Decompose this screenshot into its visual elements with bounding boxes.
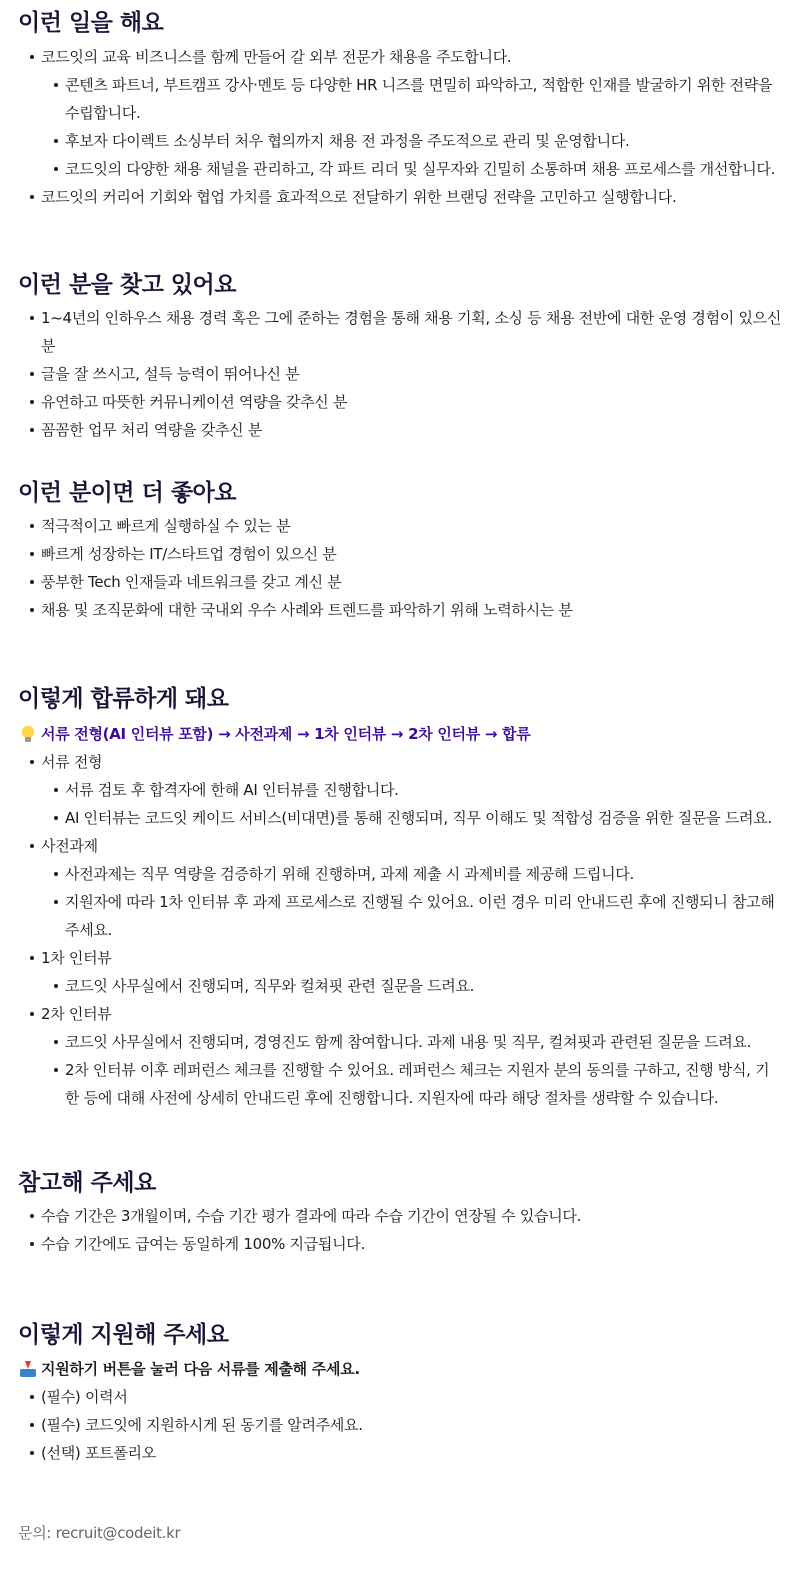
sub-list: [18, 71, 781, 183]
sub-list-item: 후보자 다이렉트 소싱부터 처우 협의까지 채용 전 과정을 주도적으로 관리 및 운영합니다.: [18, 127, 781, 155]
section-notes: [18, 1168, 781, 1258]
list-item: 채용 및 조직문화에 대한 국내외 우수 사례와 트렌드를 파악하기 위해 노력하시는 분: [18, 596, 781, 624]
bullet-list: [18, 1202, 781, 1258]
bullet-list: [18, 748, 781, 1112]
list-item: 서류 전형 서류 검토 후 합격자에 한해 AI 인터뷰를 진행합니다. AI 인터뷰는 코드잇 케이드 서비스(비대면)를 통해 진행되며, 직무 이해도 및 적합성 검증을 위한 질문을 드려요.: [18, 748, 781, 832]
section-how-to-apply: [18, 1320, 781, 1467]
outbox-tray-icon: [18, 1359, 38, 1379]
list-item: 코드잇의 교육 비즈니스를 함께 만들어 갈 외부 전문가 채용을 주도합니다. 콘텐츠 파트너, 부트캠프 강사·멘토 등 다양한 HR 니즈를 면밀히 파악하고, 적합한 인재를 발굴하기 위한 전략을 수립합니다. 후보자 다이렉트 소싱부터 처우 협의까지 채용 전 과정을 주도적으로 관리 및 운영합니다. 코드잇의 다양한 채용 채널을 관리하고, 각 파트 리더 및 실무자와 긴밀히 소통하며 채용 프로세스를 개선합니다.: [18, 43, 781, 183]
section-title: 참고해 주세요: [18, 1170, 156, 1196]
sub-list: [18, 776, 781, 832]
apply-note-text: 지원하기 버튼을 눌러 다음 서류를 제출해 주세요.: [41, 1360, 360, 1378]
list-item: 수습 기간은 3개월이며, 수습 기간 평가 결과에 따라 수습 기간이 연장될 수 있습니다.: [18, 1202, 781, 1230]
bullet-list: [18, 512, 781, 624]
bullet-list: [18, 1383, 781, 1467]
sub-list: [18, 860, 781, 944]
section-title: 이런 일을 해요: [18, 10, 164, 36]
sub-list-item: 지원자에 따라 1차 인터뷰 후 과제 프로세스로 진행될 수 있어요. 이런 경우 미리 안내드린 후에 진행되니 참고해 주세요.: [18, 888, 781, 944]
lightbulb-icon: [18, 724, 38, 744]
list-item: (필수) 코드잇에 지원하시게 된 동기를 알려주세요.: [18, 1411, 781, 1439]
list-item: 풍부한 Tech 인재들과 네트워크를 갖고 계신 분: [18, 568, 781, 596]
list-item: 사전과제 사전과제는 직무 역량을 검증하기 위해 진행하며, 과제 제출 시 과제비를 제공해 드립니다. 지원자에 따라 1차 인터뷰 후 과제 프로세스로 진행될 수 있어요. 이런 경우 미리 안내드린 후에 진행되니 참고해 주세요.: [18, 832, 781, 944]
list-item: 꼼꼼한 업무 처리 역량을 갖추신 분: [18, 416, 781, 444]
hiring-flow-text: 서류 전형(AI 인터뷰 포함) → 사전과제 → 1차 인터뷰 → 2차 인터뷰 → 합류: [41, 725, 531, 743]
contact-email[interactable]: 문의: recruit@codeit.kr: [18, 1524, 181, 1542]
sub-list-item: 사전과제는 직무 역량을 검증하기 위해 진행하며, 과제 제출 시 과제비를 제공해 드립니다.: [18, 860, 781, 888]
list-item: 빠르게 성장하는 IT/스타트업 경험이 있으신 분: [18, 540, 781, 568]
hiring-flow: [18, 721, 781, 747]
sub-list-item: 서류 검토 후 합격자에 한해 AI 인터뷰를 진행합니다.: [18, 776, 781, 804]
sub-list-item: 콘텐츠 파트너, 부트캠프 강사·멘토 등 다양한 HR 니즈를 면밀히 파악하고, 적합한 인재를 발굴하기 위한 전략을 수립합니다.: [18, 71, 781, 127]
list-item: 유연하고 따뜻한 커뮤니케이션 역량을 갖추신 분: [18, 388, 781, 416]
section-preferred: [18, 478, 781, 624]
sub-list-item: AI 인터뷰는 코드잇 케이드 서비스(비대면)를 통해 진행되며, 직무 이해도 및 적합성 검증을 위한 질문을 드려요.: [18, 804, 781, 832]
section-requirements: [18, 270, 781, 444]
list-item: 1차 인터뷰 코드잇 사무실에서 진행되며, 직무와 컬쳐핏 관련 질문을 드려요.: [18, 944, 781, 1000]
sub-list-item: 코드잇 사무실에서 진행되며, 직무와 컬쳐핏 관련 질문을 드려요.: [18, 972, 781, 1000]
apply-note: [18, 1356, 781, 1382]
list-item: 적극적이고 빠르게 실행하실 수 있는 분: [18, 512, 781, 540]
section-duties: [18, 8, 781, 211]
section-title: 이런 분이면 더 좋아요: [18, 480, 236, 506]
section-title: 이렇게 지원해 주세요: [18, 1322, 229, 1348]
sub-list-item: 2차 인터뷰 이후 레퍼런스 체크를 진행할 수 있어요. 레퍼런스 체크는 지원자 분의 동의를 구하고, 진행 방식, 기한 등에 대해 사전에 상세히 안내드린 후에 진행합니다. 지원자에 따라 해당 절차를 생략할 수 있습니다.: [18, 1056, 781, 1112]
sub-list: [18, 1028, 781, 1112]
list-item: (필수) 이력서: [18, 1383, 781, 1411]
list-item: 코드잇의 커리어 기회와 협업 가치를 효과적으로 전달하기 위한 브랜딩 전략을 고민하고 실행합니다.: [18, 183, 781, 211]
list-item: 글을 잘 쓰시고, 설득 능력이 뛰어나신 분: [18, 360, 781, 388]
list-item: 2차 인터뷰 코드잇 사무실에서 진행되며, 경영진도 함께 참여합니다. 과제 내용 및 직무, 컬쳐핏과 관련된 질문을 드려요. 2차 인터뷰 이후 레퍼런스 체크를 진행할 수 있어요. 레퍼런스 체크는 지원자 분의 동의를 구하고, 진행 방식, 기한 등에 대해 사전에 상세히 안내드린 후에 진행합니다. 지원자에 따라 해당 절차를 생략할 수 있습니다.: [18, 1000, 781, 1112]
sub-list-item: 코드잇 사무실에서 진행되며, 경영진도 함께 참여합니다. 과제 내용 및 직무, 컬쳐핏과 관련된 질문을 드려요.: [18, 1028, 781, 1056]
bullet-list: [18, 304, 781, 444]
list-item: (선택) 포트폴리오: [18, 1439, 781, 1467]
list-item: 1~4년의 인하우스 채용 경력 혹은 그에 준하는 경험을 통해 채용 기획, 소싱 등 채용 전반에 대한 운영 경험이 있으신 분: [18, 304, 781, 360]
sub-list: [18, 972, 781, 1000]
sub-list-item: 코드잇의 다양한 채용 채널을 관리하고, 각 파트 리더 및 실무자와 긴밀히 소통하며 채용 프로세스를 개선합니다.: [18, 155, 781, 183]
section-process: [18, 684, 781, 1112]
list-item: 수습 기간에도 급여는 동일하게 100% 지급됩니다.: [18, 1230, 781, 1258]
section-title: 이런 분을 찾고 있어요: [18, 272, 236, 298]
section-title: 이렇게 합류하게 돼요: [18, 686, 229, 712]
bullet-list: [18, 43, 781, 211]
